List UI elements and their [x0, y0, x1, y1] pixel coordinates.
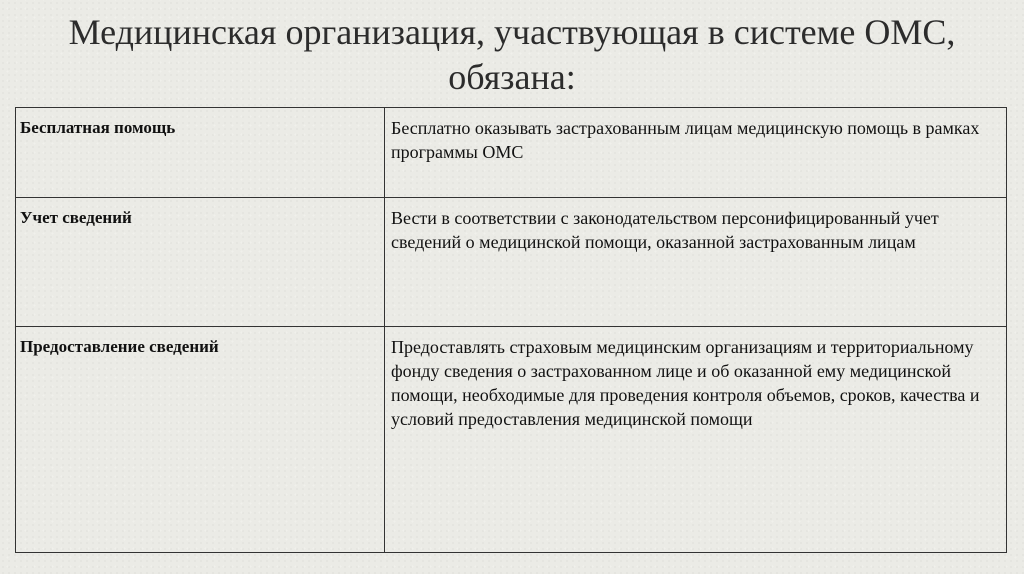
obligations-table	[15, 107, 1007, 553]
table-row	[16, 108, 1007, 198]
row-description-free-care: Бесплатно оказывать застрахованным лицам медицинскую помощь в рамках программы ОМС	[385, 108, 1007, 198]
table-row	[16, 198, 1007, 327]
row-description-records: Вести в соответствии с законодательством персонифицированный учет сведений о медицинской помощи, оказанной застрахованным лицам	[385, 198, 1007, 327]
slide-title-line-1: Медицинская организация, участвующая в системе ОМС,	[68, 12, 956, 52]
table-row	[16, 327, 1007, 553]
row-description-reporting: Предоставлять страховым медицинским организациям и территориальному фонду сведения о застрахованном лице и об оказанной ему медицинской помощи, необходимые для проведения контроля объемов, сроков, качества и условий предоставления медицинской помощи	[385, 327, 1007, 553]
row-label-records: Учет сведений	[16, 198, 385, 327]
slide-title-line-2: обязана:	[448, 57, 576, 97]
row-label-free-care: Бесплатная помощь	[16, 108, 385, 198]
row-label-reporting: Предоставление сведений	[16, 327, 385, 553]
slide-title	[20, 10, 1004, 100]
